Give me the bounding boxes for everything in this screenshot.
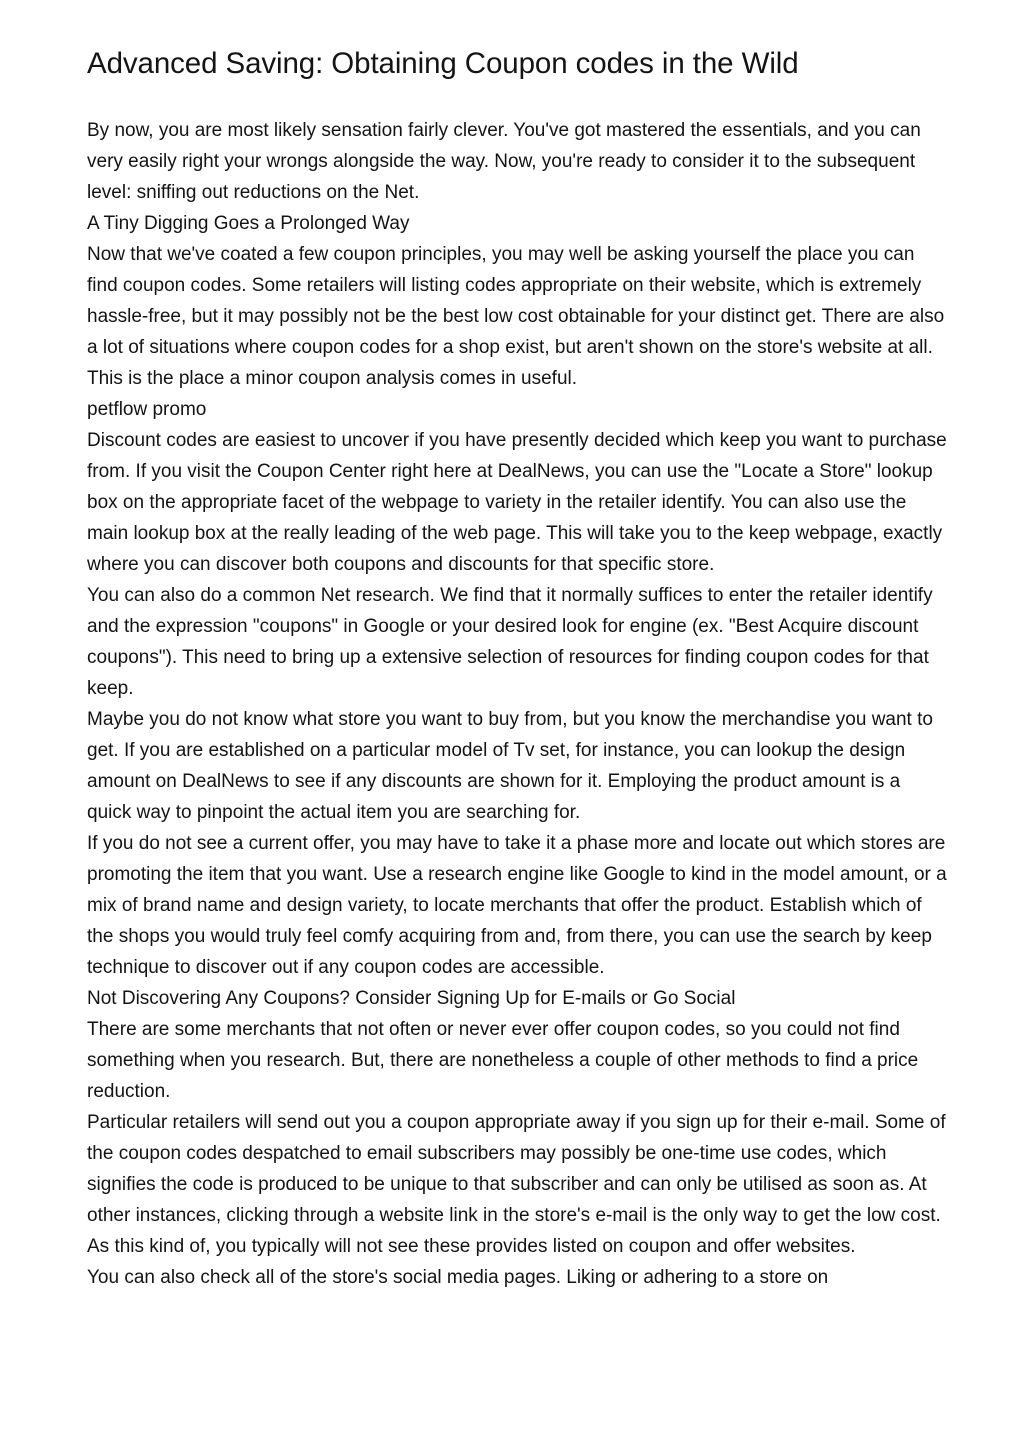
- paragraph-store-lookup: Discount codes are easiest to uncover if you have presently decided which keep you want to purchase from. If you visit the Coupon Center right here at DealNews, you can use the "Locate a Store" lookup box on the appropriate facet of the webpage to variety in the retailer identify. You can also use the main lookup box at the really leading of the web page. This will take you to the keep webpage, exactly where you can discover both coupons and discounts for that specific store.: [87, 430, 947, 575]
- paragraph-model-number: Maybe you do not know what store you want to buy from, but you know the merchandise you want to get. If you are established on a particular model of Tv set, for instance, you can lookup the design amount on DealNews to see if any discounts are shown for it. Employing the product amount is a quick way to pinpoint the actual item you are searching for.: [87, 709, 933, 823]
- paragraph-no-coupons: There are some merchants that not often or never ever offer coupon codes, so you could not find something when you research. But, there are nonetheless a couple of other methods to find a price reduction.: [87, 1019, 919, 1102]
- document-title: Advanced Saving: Obtaining Coupon codes in the Wild: [87, 47, 799, 80]
- paragraph-net-research: You can also do a common Net research. We find that it normally suffices to enter the retailer identify and the expression "coupons" in Google or your desired look for engine (ex. "Best Acquire discount coupons"). This need to bring up a extensive selection of resources for finding coupon codes for that keep.: [87, 585, 933, 699]
- section-heading-digging: A Tiny Digging Goes a Prolonged Way: [87, 213, 410, 234]
- paragraph-social-media: You can also check all of the store's social media pages. Liking or adhering to a store on: [87, 1267, 829, 1288]
- section-heading-emails-social: Not Discovering Any Coupons? Consider Signing Up for E-mails or Go Social: [87, 988, 736, 1009]
- paragraph-email-signup: Particular retailers will send out you a coupon appropriate away if you sign up for their e-mail. Some of the coupon codes despatched to email subscribers may possibly be one-time use codes, which signifies the code is produced to be unique to that subscriber and can only be utilised as soon as. At other instances, clicking through a website link in the store's e-mail is the only way to get the low cost. As this kind of, you typically will not see these provides listed on coupon and offer websites.: [87, 1112, 946, 1257]
- paragraph-current-offer: If you do not see a current offer, you may have to take it a phase more and locate out which stores are promoting the item that you want. Use a research engine like Google to kind in the model amount, or a mix of brand name and design variety, to locate merchants that offer the product. Establish which of the shops you would truly feel comfy acquiring from and, from there, you can use the search by keep technique to discover out if any coupon codes are accessible.: [87, 833, 947, 978]
- paragraph-coupon-principles: Now that we've coated a few coupon principles, you may well be asking yourself the place you can find coupon codes. Some retailers will listing codes appropriate on their website, which is extremely hassle-free, but it may possibly not be the best low cost obtainable for your distinct get. There are also a lot of situations where coupon codes for a shop exist, but aren't shown on the store's website at all. This is the place a minor coupon analysis comes in useful.: [87, 244, 945, 389]
- keyword-line: petflow promo: [87, 399, 207, 420]
- paragraph-intro: By now, you are most likely sensation fairly clever. You've got mastered the essentials, and you can very easily right your wrongs alongside the way. Now, you're ready to consider it to the subsequent level: sniffing out reductions on the Net.: [87, 120, 921, 203]
- document-body: [87, 115, 947, 1293]
